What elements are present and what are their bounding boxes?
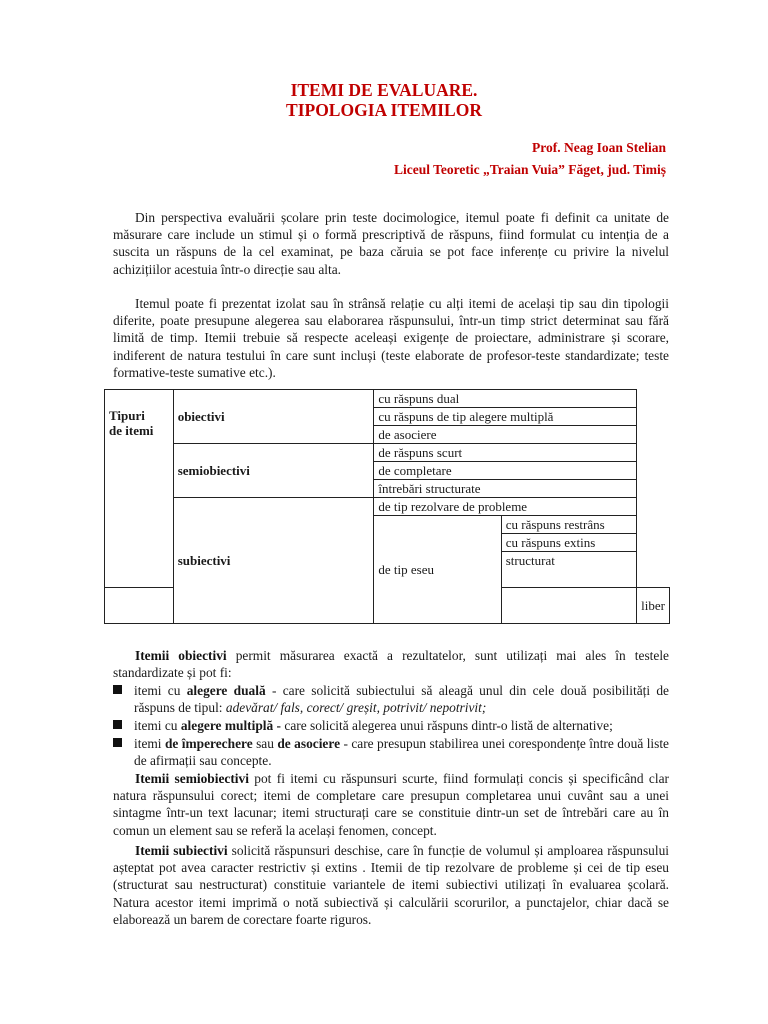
item-types-table [104, 389, 670, 624]
subiectivi-eseu: de tip eseu [374, 516, 501, 624]
bullet-item-1 [113, 682, 669, 716]
obiectivi-item-3: de asociere [374, 426, 637, 444]
b1-bold: alegere duală [186, 683, 266, 698]
intro-paragraph-2: Itemul poate fi prezentat izolat sau în strânsă relație cu alți itemi de același tip sau din tipologii diferite, poate presupune alegerea sau elaborarea răspunsului, într-un timp strict determinat sau fără limită de timp. Itemii trebuie să respecte aceleași exigențe de proiectare, administrare și scorare, indiferent de natura testului în care sunt incluși (teste elaborate de profesor-teste standardizate; teste formative-teste sumative etc.). [113, 296, 669, 380]
square-bullet-icon [113, 738, 122, 747]
document-title-line1: ITEMI DE EVALUARE. [290, 80, 478, 100]
document-title-line2: TIPOLOGIA ITEMILOR [286, 100, 482, 120]
subi-text: solicită răspunsuri deschise, care în funcție de volumul și amploarea răspunsului așteptat pot avea caracter restrictiv și extins . Itemii de tip rezolvare de probleme și cei de tip eseu (structurat sau nestructurat) constituie variantele de itemi subiectivi utilizați în evaluarea școlară. Natura acestor itemi imprimă o notă subiectivă și calculării scorurilor, a punctajelor, chiar dacă se elaborează un barem de corectare foarte riguros. [113, 843, 669, 927]
subiectivi-paragraph [113, 842, 669, 928]
bullet-item-2 [113, 717, 669, 734]
b1-mid: - care solicită subiectului să aleagă unul din cele două posibilități de răspuns de tipul: [134, 683, 670, 716]
eseu-item-3: structurat [501, 552, 636, 588]
category-subiectivi: subiectivi [173, 498, 374, 624]
semi-lead: Itemii semiobiectivi [135, 771, 249, 786]
b2-bold: alegere multiplă - [180, 718, 282, 733]
obiectivi-paragraph [113, 647, 669, 681]
semiobiectivi-item-3: întrebări structurate [374, 480, 637, 498]
b1-italic: adevărat/ fals, corect/ greșit, potrivit/ nepotrivit; [225, 700, 487, 716]
square-bullet-icon [113, 720, 122, 729]
b2-pre: itemi cu [134, 718, 181, 733]
subiectivi-rezolvare: de tip rezolvare de probleme [374, 498, 637, 516]
category-obiectivi: obiectivi [173, 390, 374, 444]
eseu-item-4: liber [637, 588, 670, 624]
category-semiobiectivi: semiobiectivi [173, 444, 374, 498]
intro-paragraph-1: Din perspectiva evaluării școlare prin teste docimologice, itemul poate fi definit ca unitate de măsurare care include un stimul și o formă prescriptivă de răspuns, fiind formulat cu intenția de a suscita un răspuns de la cel examinat, pe baza căruia se pot face inferențe cu privire la nivelul achizițiilor acestuia într-o direcție sau alta. [113, 210, 669, 277]
obiectivi-lead: Itemii obiectivi [135, 648, 227, 663]
b2-text: care solicită alegerea unui răspuns dintr-o listă de alternative; [281, 718, 613, 733]
author-name: Prof. Neag Ioan Stelian [532, 140, 666, 155]
b3-bold1: de împerechere [164, 736, 253, 751]
author-school: Liceul Teoretic „Traian Vuia” Făget, jud. Timiș [393, 162, 666, 177]
b1-pre: itemi cu [134, 683, 187, 698]
subi-lead: Itemii subiectivi [135, 843, 228, 858]
obiectivi-item-2: cu răspuns de tip alegere multiplă [374, 408, 637, 426]
b3-text: - care presupun stabilirea unei corespondențe între două liste de afirmații sau concepte. [134, 736, 670, 769]
table-header-cell [105, 390, 174, 588]
semiobiectivi-item-1: de răspuns scurt [374, 444, 637, 462]
eseu-item-2: cu răspuns extins [501, 534, 636, 552]
eseu-item-1: cu răspuns restrâns [501, 516, 636, 534]
square-bullet-icon [113, 685, 122, 694]
obiectivi-text: permit măsurarea exactă a rezultatelor, sunt utilizați mai ales în testele standardizate și pot fi: [113, 648, 669, 681]
semiobiectivi-item-2: de completare [374, 462, 637, 480]
b3-pre: itemi [134, 736, 165, 751]
b3-bold2: de asociere [277, 736, 341, 751]
table-header: Tipuri de itemi [109, 408, 154, 438]
semiobiectivi-paragraph [113, 770, 669, 839]
obiectivi-item-1: cu răspuns dual [374, 390, 637, 408]
semi-text: pot fi itemi cu răspunsuri scurte, fiind formulați concis și specificând clar natura răspunsului corect; itemi de completare care presupun completarea unui cuvânt sau a unei sintagme într-un text lacunar; itemi structurați care se constituie dintr-un set de întrebări care au în comun un element sau se referă la același fenomen, concept. [113, 771, 669, 838]
bullet-item-3 [113, 735, 669, 769]
b3-mid: sau [252, 736, 278, 751]
